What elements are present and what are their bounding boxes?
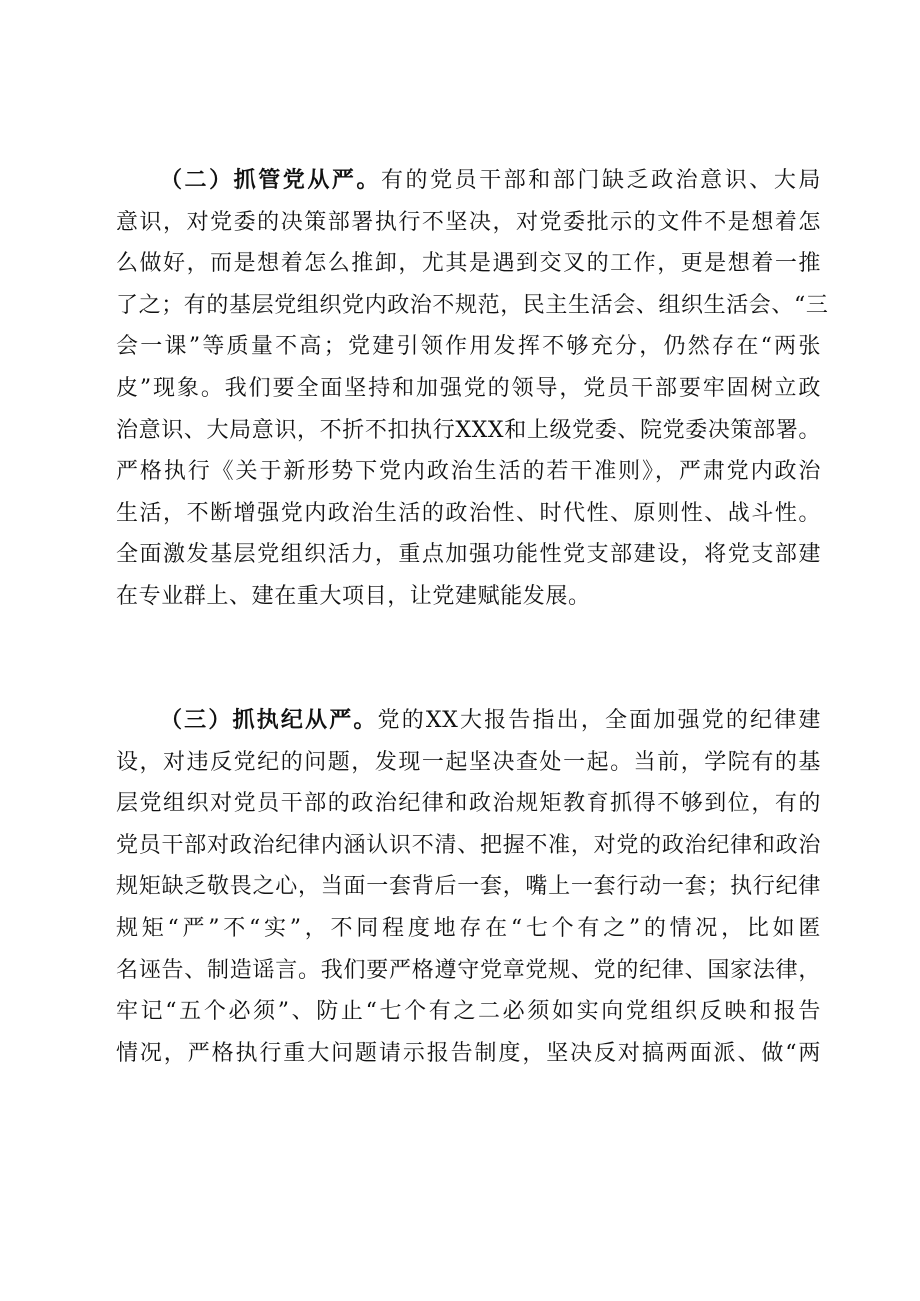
paragraph-line: 了之；有的基层党组织党内政治不规范，民主生活会、组织生活会、“三 — [116, 292, 829, 318]
paragraph-line: 会一课”等质量不高；党建引领作用发挥不够充分，仍然存在“两张 — [116, 334, 821, 360]
paragraph-line: 层党组织对党员干部的政治纪律和政治规矩教育抓得不够到位，有的 — [116, 791, 821, 817]
paragraph-line: 名诬告、制造谣言。我们要严格遵守党章党规、党的纪律、国家法律， — [116, 957, 821, 983]
paragraph-line: 治意识、大局意识，不折不扣执行XXX和上级党委、院党委决策部署。 — [116, 417, 821, 443]
paragraph-line: 生活，不断增强党内政治生活的政治性、时代性、原则性、战斗性。 — [116, 500, 821, 526]
paragraph-line — [116, 700, 821, 742]
paragraph-line: 设，对违反党纪的问题，发现一起坚决查处一起。当前，学院有的基 — [116, 749, 821, 775]
line-text: 党的XX大报告指出，全面加强党的纪律建 — [377, 708, 821, 733]
paragraph-line: 皮”现象。我们要全面坚持和加强党的领导，党员干部要牢固树立政 — [116, 375, 821, 401]
paragraph-line: 么做好，而是想着怎么推卸，尤其是遇到交叉的工作，更是想着一推 — [116, 251, 821, 277]
paragraph-line: 严格执行《关于新形势下党内政治生活的若干准则》，严肃党内政治 — [116, 459, 821, 485]
section-two-paragraph — [116, 160, 829, 618]
paragraph-line: 规矩“严”不“实”，不同程度地存在“七个有之”的情况，比如匿 — [116, 915, 821, 941]
section-three-paragraph — [116, 700, 821, 1074]
section-three-heading: （三）抓执纪从严。 — [160, 707, 378, 733]
paragraph-line: 党员干部对政治纪律内涵认识不清、把握不准，对党的政治纪律和政治 — [116, 832, 821, 858]
paragraph-line: 规矩缺乏敬畏之心，当面一套背后一套，嘴上一套行动一套；执行纪律 — [116, 874, 821, 900]
paragraph-line — [116, 160, 821, 202]
paragraph-line: 意识，对党委的决策部署执行不坚决，对党委批示的文件不是想着怎 — [116, 209, 821, 235]
paragraph-line: 牢记“五个必须”、防止“七个有之二必须如实向党组织反映和报告 — [116, 999, 821, 1025]
paragraph-line: 全面激发基层党组织活力，重点加强功能性党支部建设，将党支部建 — [116, 542, 821, 568]
paragraph-line: 情况，严格执行重大问题请示报告制度，坚决反对搞两面派、做“两 — [116, 1040, 821, 1066]
section-two-heading: （二）抓管党从严。 — [160, 167, 381, 193]
line-text: 有的党员干部和部门缺乏政治意识、大局 — [380, 168, 821, 193]
paragraph-line: 在专业群上、建在重大项目，让党建赋能发展。 — [116, 583, 591, 609]
